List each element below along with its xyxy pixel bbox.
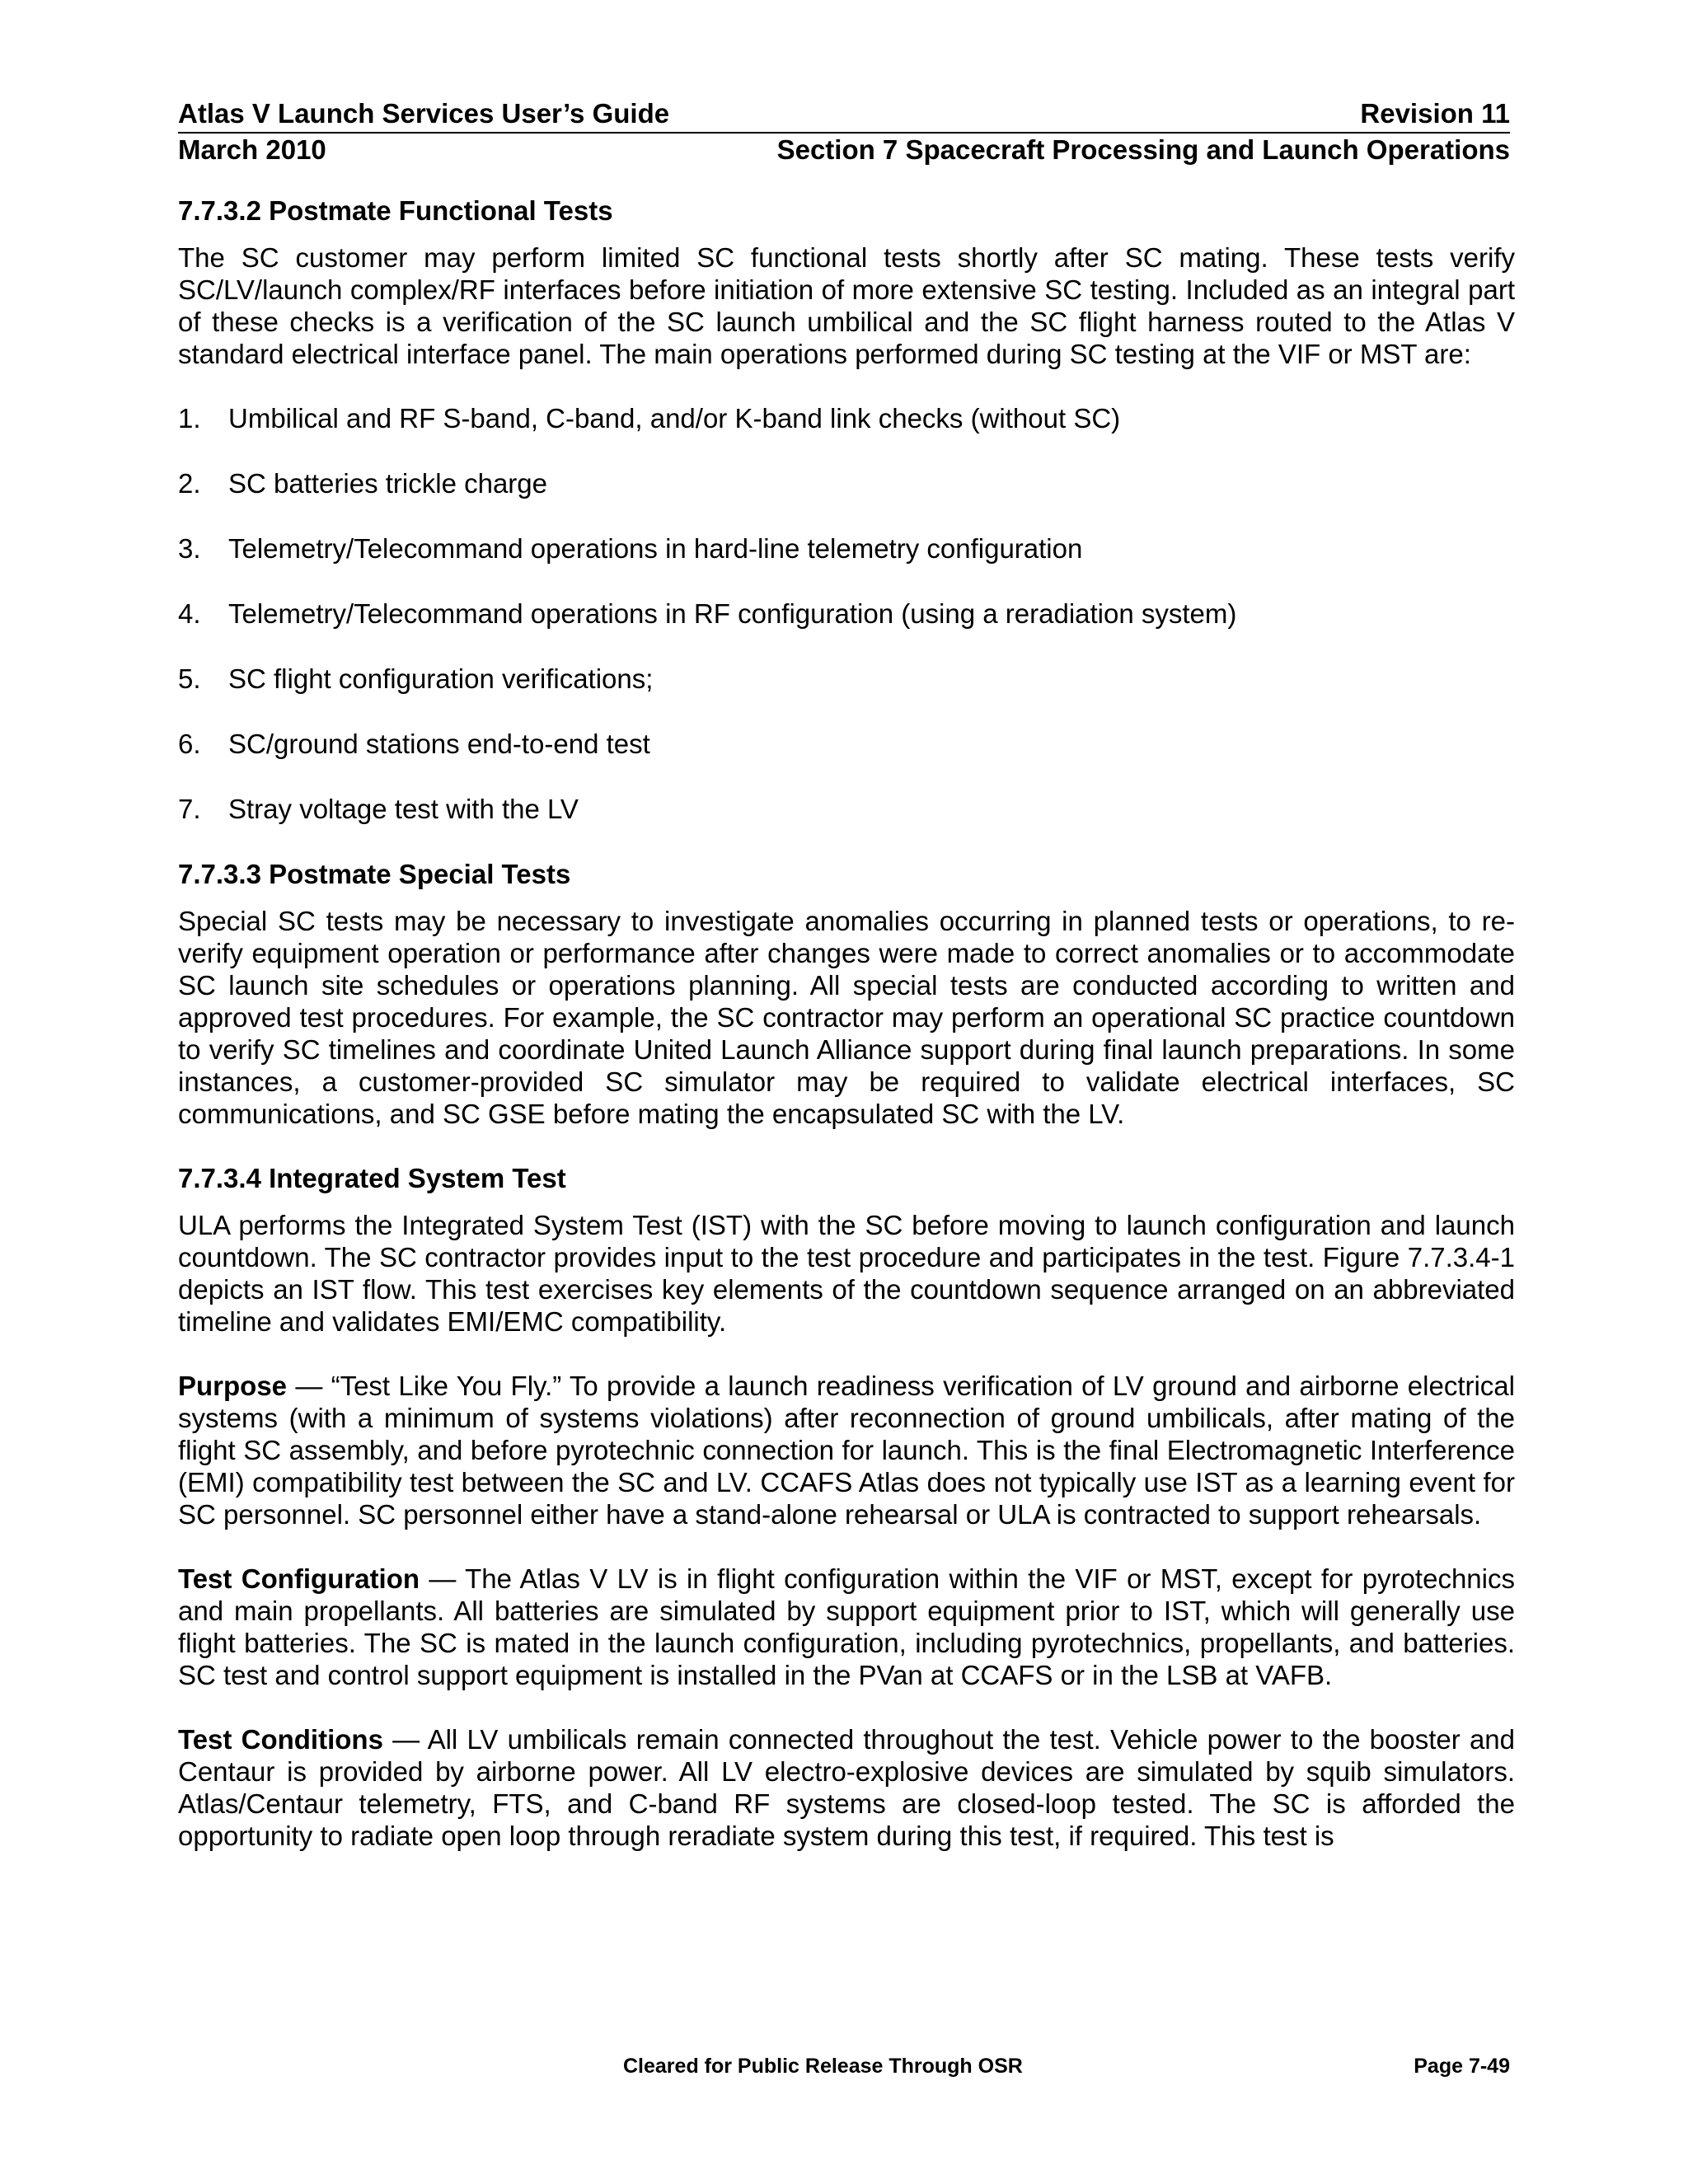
list-item-number: 4. [178,598,201,629]
paragraph-7734-intro: ULA performs the Integrated System Test (IST) with the SC before moving to launch configuration and launch countdown. The SC contractor provides input to the test procedure and participates in the test. Figure 7.7.3.4-1 depicts an IST flow. This test exercises key elements of the countdown sequence arranged on an abbreviated timeline and validates EMI/EMC compatibility. [178,1210,1515,1337]
list-item-text: Stray voltage test with the LV [228,794,579,824]
list-item [178,532,1515,565]
list-item-number: 6. [178,729,201,759]
list-item-number: 2. [178,468,201,499]
list-item-number: 3. [178,533,201,564]
test-configuration-text: — The Atlas V LV is in flight configuration within the VIF or MST, except for pyrotechnics and main propellants. All batteries are simulated by support equipment prior to IST, which will generally use flight batteries. The SC is mated in the launch configuration, including pyrotechnics, propellants, and batteries. SC test and control support equipment is installed in the PVan at CCAFS or in the LSB at VAFB. [178,1563,1515,1690]
list-item-number: 5. [178,663,201,694]
document-date: March 2010 [178,134,326,165]
list-item-text: SC batteries trickle charge [228,468,547,499]
list-item [178,598,1515,630]
list-item-text: Umbilical and RF S-band, C-band, and/or K-band link checks (without SC) [228,403,1121,434]
paragraph-7732-intro: The SC customer may perform limited SC functional tests shortly after SC mating. These tests verify SC/LV/launch complex/RF interfaces before initiation of more extensive SC testing. Included as an integral part of these checks is a verification of the SC launch umbilical and the SC flight harness routed to the Atlas V standard electrical interface panel. The main operations performed during SC testing at the VIF or MST are: [178,242,1515,369]
list-item-text: Telemetry/Telecommand operations in RF configuration (using a reradiation system) [228,598,1237,629]
page-header-top [178,97,1510,134]
release-notice: Cleared for Public Release Through OSR [623,2055,1023,2078]
revision-label: Revision 11 [1360,98,1510,129]
paragraph-7733-body: Special SC tests may be necessary to investigate anomalies occurring in planned tests or operations, to re-verify equipment operation or performance after changes were made to correct anomalies or to accommodate SC launch site schedules or operations planning. All special tests are conducted according to written and approved test procedures. For example, the SC contractor may perform an operational SC practice countdown to verify SC timelines and coordinate United Launch Alliance support during final launch preparations. In some instances, a customer-provided SC simulator may be required to validate electrical interfaces, SC communications, and SC GSE before mating the encapsulated SC with the LV. [178,906,1515,1129]
test-configuration-label: Test Configuration [178,1563,420,1594]
list-item-number: 7. [178,794,201,824]
page-number: Page 7-49 [1414,2055,1510,2078]
page-body [178,194,1515,1884]
operations-list [178,402,1515,825]
purpose-label: Purpose [178,1371,288,1401]
list-item [178,663,1515,695]
list-item [178,467,1515,499]
paragraph-test-configuration [178,1563,1515,1691]
document-title: Atlas V Launch Services User’s Guide [178,98,670,129]
purpose-text: — “Test Like You Fly.” To provide a launch readiness verification of LV ground and airborne electrical systems (with a minimum of systems violations) after reconnection of ground umbilicals, after mating of the flight SC assembly, and before pyrotechnic connection for launch. This is the final Electromagnetic Interference (EMI) compatibility test between the SC and LV. CCAFS Atlas does not typically use IST as a learning event for SC personnel. SC personnel either have a stand-alone rehearsal or ULA is contracted to support rehearsals. [178,1371,1515,1530]
heading-7733: 7.7.3.3 Postmate Special Tests [178,859,571,889]
list-item-text: SC/ground stations end-to-end test [228,729,650,759]
heading-7734: 7.7.3.4 Integrated System Test [178,1163,566,1193]
list-item [178,793,1515,825]
list-item-text: SC flight configuration verifications; [228,663,654,694]
paragraph-purpose [178,1370,1515,1530]
page-header-bottom [178,134,1510,166]
list-item-text: Telemetry/Telecommand operations in hard-line telemetry configuration [228,533,1083,564]
list-item [178,402,1515,434]
list-item-number: 1. [178,403,201,434]
section-label: Section 7 Spacecraft Processing and Launch Operations [776,134,1510,165]
heading-7732: 7.7.3.2 Postmate Functional Tests [178,195,613,226]
list-item [178,728,1515,760]
test-conditions-label: Test Conditions [178,1724,383,1755]
paragraph-test-conditions [178,1723,1515,1852]
test-conditions-text: — All LV umbilicals remain connected throughout the test. Vehicle power to the booster and Centaur is provided by airborne power. All LV electro-explosive devices are simulated by squib simulators. Atlas/Centaur telemetry, FTS, and C-band RF systems are closed-loop tested. The SC is afforded the opportunity to radiate open loop through reradiate system during this test, if required. This test is [178,1724,1516,1851]
